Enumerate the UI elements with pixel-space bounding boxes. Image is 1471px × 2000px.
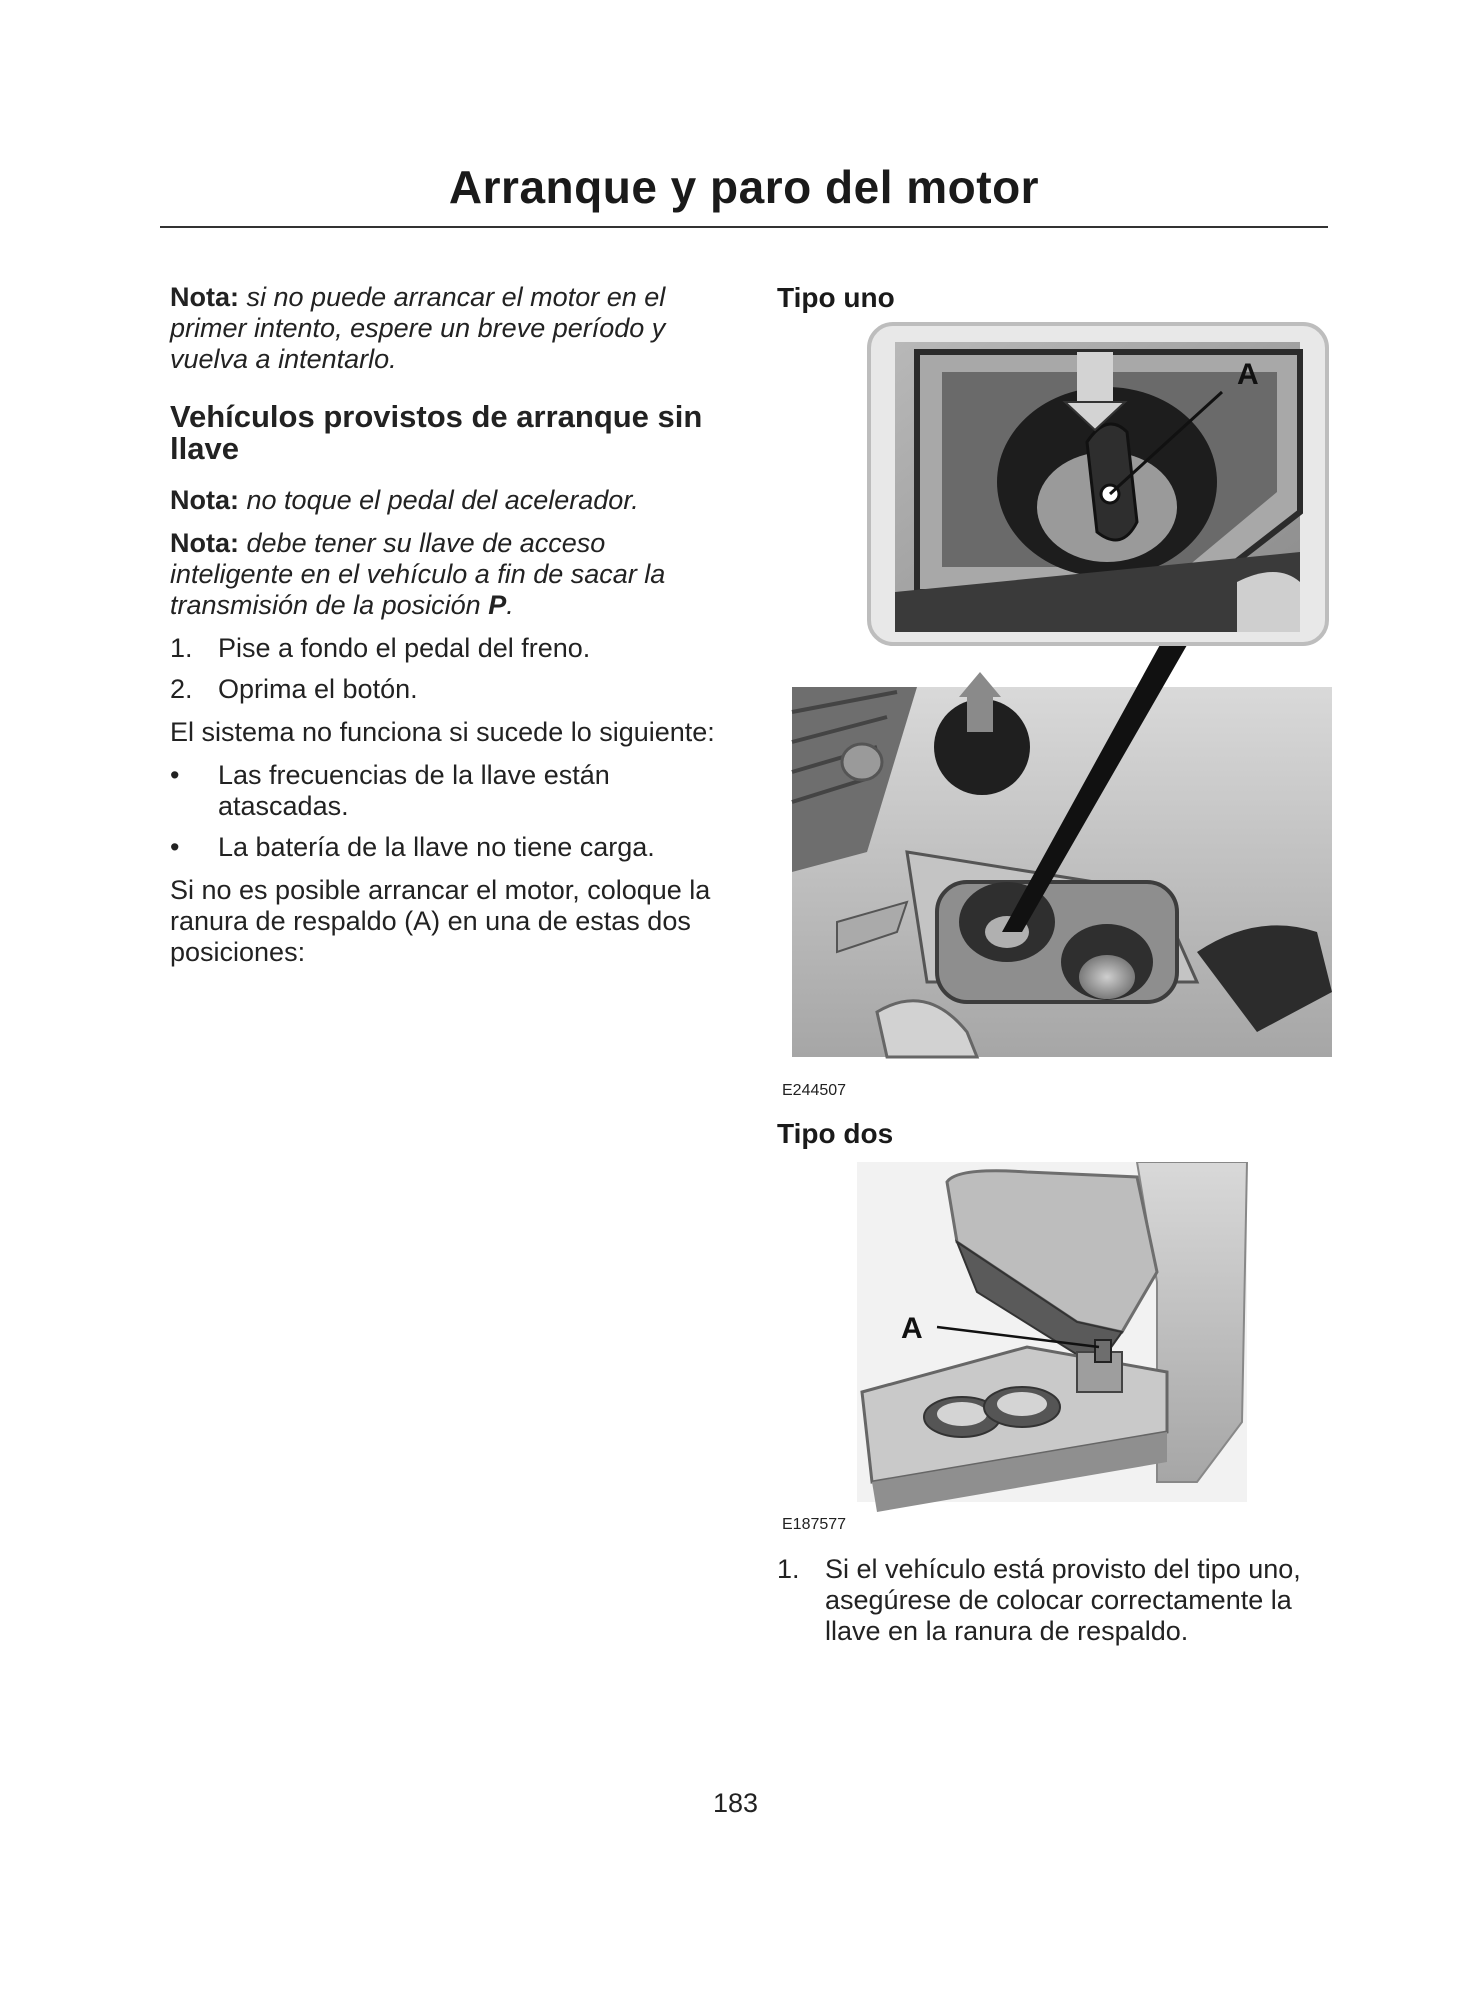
note-accelerator <box>170 485 730 516</box>
step-number: 2. <box>170 674 193 704</box>
step-text: Pise a fondo el pedal del freno. <box>218 633 591 663</box>
note-label: Nota: <box>170 485 239 515</box>
condition-intro: El sistema no funciona si sucede lo siguiente: <box>170 717 715 747</box>
page-number: 183 <box>712 1788 759 1818</box>
note-label: Nota: <box>170 282 239 312</box>
figure-code: E244507 <box>782 1082 847 1099</box>
list-item <box>170 674 730 705</box>
title-divider <box>160 226 1328 228</box>
step-text: Si el vehículo está provisto del tipo uno, asegúrese de colocar correctamente la llave en la ranura de respaldo. <box>825 1554 1301 1646</box>
note-text: no toque el pedal del acelerador. <box>246 485 639 515</box>
gear-position: P <box>488 590 507 620</box>
right-column <box>777 282 1337 1646</box>
note-text: si no puede arrancar el motor en el primer intento, espere un breve período y vuelva a intentarlo. <box>170 282 666 374</box>
section-heading: Vehículos provistos de arranque sin llave <box>170 399 703 466</box>
callout-label: A <box>1237 358 1259 391</box>
note-text: debe tener su llave de acceso inteligente en el vehículo a fin de sacar la transmisión de la posición <box>170 528 666 620</box>
list-item <box>170 760 730 822</box>
page-title: Arranque y paro del motor <box>448 161 1040 213</box>
steps-list <box>170 633 730 705</box>
list-item <box>170 832 730 863</box>
bullet: • <box>170 832 180 862</box>
list-item <box>170 633 730 664</box>
step-text: Oprima el botón. <box>218 674 418 704</box>
bullet: • <box>170 760 180 790</box>
type-two-illustration <box>777 1162 1337 1542</box>
left-column <box>170 282 730 980</box>
type-one-instruction <box>777 1554 1337 1647</box>
callout-label: A <box>901 1312 923 1345</box>
note-first-attempt <box>170 282 730 375</box>
condition-list <box>170 760 730 863</box>
step-number: 1. <box>777 1554 800 1584</box>
type-one-label: Tipo uno <box>777 282 895 313</box>
note-label: Nota: <box>170 528 239 558</box>
closing-paragraph: Si no es posible arrancar el motor, coloque la ranura de respaldo (A) en una de estas dos posiciones: <box>170 875 711 967</box>
note-period: . <box>506 590 514 620</box>
step-number: 1. <box>170 633 193 663</box>
bullet-text: La batería de la llave no tiene carga. <box>218 832 655 862</box>
figure-code: E187577 <box>782 1516 847 1533</box>
bullet-text: Las frecuencias de la llave están atascadas. <box>218 760 610 821</box>
type-one-illustration <box>777 292 1337 1092</box>
note-smart-key <box>170 528 730 621</box>
console-overview-image <box>792 672 1332 1057</box>
type-two-label: Tipo dos <box>777 1118 894 1149</box>
